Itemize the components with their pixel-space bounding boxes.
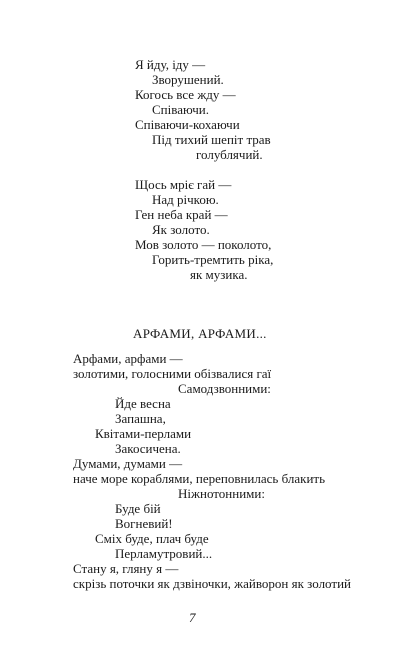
poem1-line: голублячий. xyxy=(196,147,263,162)
poem2-line: Перламутровий... xyxy=(115,546,213,561)
poem1-line: Щось мріє гай — xyxy=(135,177,232,192)
poem1-line: як музика. xyxy=(190,267,248,282)
poem1-line: Під тихий шепіт трав xyxy=(152,132,271,147)
poem1-line: Я йду, іду — xyxy=(135,57,206,72)
poem2-line: Самодзвонними: xyxy=(178,381,271,396)
poem2-line: Стану я, гляну я — xyxy=(73,561,179,576)
poem2-line: Вогневий! xyxy=(115,516,173,531)
poem2-line: Буде бій xyxy=(115,501,161,516)
poem-title: АРФАМИ, АРФАМИ... xyxy=(133,326,267,341)
page-number: 7 xyxy=(189,610,196,625)
poem1-line: Над річкою. xyxy=(152,192,219,207)
poem1-line: Ген неба край — xyxy=(135,207,228,222)
poem1-line: Співаючи-кохаючи xyxy=(135,117,240,132)
poem1-line: Горить-тремтить ріка, xyxy=(152,252,274,267)
poem2-line: Ніжнотонними: xyxy=(178,486,265,501)
poem2-line: Йде весна xyxy=(115,396,171,411)
poem2-line: Думами, думами — xyxy=(73,456,183,471)
poem2-line: Арфами, арфами — xyxy=(73,351,183,366)
poem1-line: Співаючи. xyxy=(152,102,209,117)
poem1-line: Когось все жду — xyxy=(135,87,236,102)
poem2-line: наче море кораблями, переповнилась блакить xyxy=(73,471,326,486)
poem2-line: золотими, голосними обізвалися гаї xyxy=(73,366,272,381)
poem2-line: Сміх буде, плач буде xyxy=(95,531,209,546)
poem2-line: Запашна, xyxy=(115,411,166,426)
poem1-line: Як золото. xyxy=(152,222,210,237)
poem2-line: Закосичена. xyxy=(115,441,181,456)
poem2-line: скрізь поточки як дзвіночки, жайворон як золотий xyxy=(73,576,351,591)
poem1-line: Зворушений. xyxy=(152,72,224,87)
poem1-line: Мов золото — поколото, xyxy=(135,237,272,252)
poem2-line: Квітами-перлами xyxy=(95,426,192,441)
